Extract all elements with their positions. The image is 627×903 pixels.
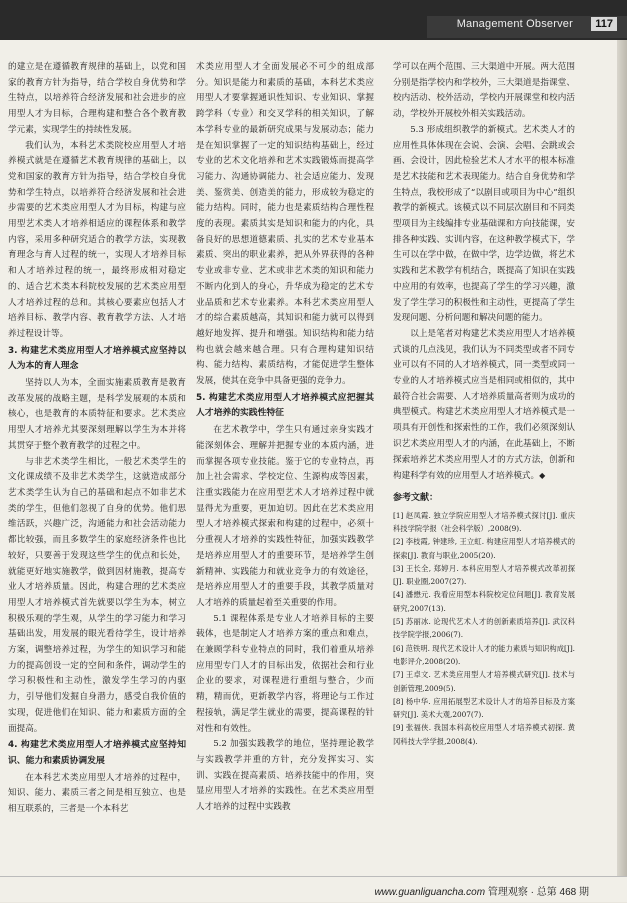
end-mark-icon: ◆ (539, 471, 546, 481)
references-list (393, 509, 575, 748)
references-title: 参考文献： (393, 492, 439, 503)
column-right (393, 60, 575, 860)
footer-issue: 管理观察 · 总第 468 期 (487, 887, 589, 898)
section-heading: 4. 构建艺术类应用型人才培养模式应坚持知识、能力和素质协调发展 (8, 740, 186, 766)
paragraph: 的建立是在遵循教育规律的基础上，以党和国家的教育方针为指导，结合学校自身优势和学生特点，以培养符合经济发展和社会进步的应用型人才为目标，合理构建和整合各个教育教学元素，实现学生的持续性发展。 (8, 62, 186, 135)
column-left (8, 60, 186, 860)
page-number: 117 (591, 17, 617, 31)
paragraph: 术类应用型人才全面发展必不可少的组成部分。知识是能力和素质的基础，本科艺术类应用型人才要掌握通识性知识、专业知识、掌握跨学科（专业）和交叉学科的相关知识，了解本学科专业的最新研究成果与发展动态；能力是在知识掌握了一定的知识结构基础上，经过专业的艺术文化培养和艺术实践锻炼而提高学习能力、沟通协调能力、社会适应能力、发现美、鉴赏美、创造美的能力，形成较为稳定的能力结构。同时，能力也是素质结构合理性程度的表现。素质其实是知识和能力的内化，具备良好的思想道德素质、扎实的艺术专业基本素质、突出的职业素养，把从外界获得的各种专业或非专业、艺术或非艺术类的知识和能力不断内化到人的身心，升华成为稳定的艺术专业品质和艺术专业素养。本科艺术类应用型人才的综合素质越高，其知识和能力就可以得到越好地发挥、提升和增强。知识结构和能力结构也就会越来越合理。只有合理构建知识结构、能力结构、素质结构，才能促进学生整体发展，使其在竞争中具备更强的竞争力。 (196, 62, 374, 387)
reference-item: [3] 王长全, 郑婷月. 本科应用型人才培养模式改革初探[J]. 职业圈,2007(27). (393, 563, 575, 587)
paragraph: 我们认为，本科艺术类院校应用型人才培养模式就是在遵循艺术教育规律的基础上，以党和国家的教育方针为指导，结合学校自身优势和学生特点，以培养符合经济发展和社会进步需要的艺术类应用型人才为目标，构建与应用型艺术类人才培养相适应的课程体系和教学内容，采用多种研究适合的教学方法，实现教育理念与育人过程的统一，实现人才培养目标和人才培养过程的统一，最终形成相对稳定的、适合艺术类本科院校发展的艺术类应用型人才培养过程的总和。其核心要素应包括人才培养目标、教学内容、教育教学方法、人才培养过程设计等。 (8, 140, 186, 339)
paragraph: 5.1 课程体系是专业人才培养目标的主要载体，也是制定人才培养方案的重点和难点，在兼顾学科专业特点的同时，我们着重从培养应用型专门人才的目标出发，依据社会和行业企业的要求，对课程进行重组与整合，少而精，精而优，更新教学内容，将理论与工作过程接轨，满足学生就业的需要，提高课程的针对性和有效性。 (196, 613, 374, 734)
paragraph: 与非艺术类学生相比，一般艺术类学生的文化课成绩不及非艺术类学生，这就造成部分艺术类学生认为自己的基础和起点不如非艺术类的学生，但他们忽视了自身的优势。他们思维活跃，兴趣广泛，沟通能力和社会活动能力都比较强，而且多数学生的家庭经济条件也比较好，只要善于发现这些学生的优点和长处，就能更好地实施教学，做到因材施教，提高专业人才培养质量。因此，构建合理的艺术类应用型人才培养模式首先就要以学生为本，树立积极乐观的学生观，从学生的学习能力和学习基础出发，用发展的眼光看待学生，设计培养方案，调整培养过程，为学生的知识学习和能力的提高创设一定的空间和条件，调动学生的学习积极性和主动性，激发学生学习的内驱力，引导他们发掘自身潜力，感受自我价值的实现，促进他们在知识、能力和素质方面的全面提高。 (8, 456, 186, 734)
footer-site: www.guanliguancha.com (374, 887, 486, 898)
section-heading: 3. 构建艺术类应用型人才培养模式应坚持以人为本的育人理念 (8, 345, 186, 372)
reference-item: [4] 潘懋元. 我看应用型本科院校定位问题[J]. 教育发展研究,2007(13). (393, 590, 575, 613)
reference-item: [9] 张福侠. 我国本科高校应用型人才培养模式初探. 黄冈科技大学学报,2008(4). (393, 723, 575, 746)
column-middle (196, 60, 374, 860)
reference-item: [8] 杨中华. 应用拓展型艺术设计人才的培养目标及方案研究[J]. 美术大观,2007(7). (393, 696, 575, 720)
page-header (0, 0, 627, 40)
section-heading: 5. 构建艺术类应用型人才培养模式应把握其人才培养的实践性特征 (196, 392, 374, 419)
reference-item: [6] 范铁明. 现代艺术设计人才的能力素质与知识构成[J]. 电影评介,2008(20). (393, 643, 575, 666)
paragraph: 在艺术教学中，学生只有通过亲身实践才能深刻体会、理解并把握专业的本质内涵，进而掌握各项专业技能。鉴于它的专业特点，再加上社会需求、学校定位、生源构成等因素，注重实践能力在应用型艺术人才培养过程中就显得尤为重要，更加迫切。因此在艺术类应用型人才培养模式探索和构建的过程中，必须十分重视人才培养的实践性特征，加强实践教学是培养应用型人才的重要环节，是培养学生创新精神、实践能力和就业竞争力的有效途径，是培养应用型人才的重要手段，其教学质量对人才培养的质量起着至关重要的作用。 (196, 425, 374, 608)
conclusion-text: 以上是笔者对构建艺术类应用型人才培养模式谈的几点浅见，我们认为不同类型或者不同专业可以有不同的人才培养模式，同一类型或同一专业的人才培养模式应当是相同或相似的，其中最符合社会需要、人才培养质量高者则为成功的典型模式。构建艺术类应用型人才培养模式是一项具有开创性和探索性的工作，我们必须深刻认识艺术类应用型人才的内涵，在此基础上，不断探索培养艺术类应用型人才的方式方法，创新和构建科学有效的应用型人才培养模式。 (393, 328, 575, 482)
reference-item: [2] 李枝霞, 钟建珍, 王立虹. 构建应用型人才培养模式的探索[J]. 教育与职业,2005(20). (393, 537, 575, 560)
footer-text (374, 883, 589, 898)
page-spine-shadow (617, 40, 627, 876)
paragraph: 在本科艺术类应用型人才培养的过程中，知识、能力、素质三者之间是相互独立、也是相互联系的，三者是一个本科艺 (8, 772, 186, 815)
paragraph: 学可以在两个范围、三大渠道中开展。两大范围分别是指学校内和学校外，三大渠道是指课堂、校内活动、校外活动，学校内开展课堂和校内活动，学校外开展校外相关实践活动。 (393, 62, 575, 120)
reference-item: [7] 王卓文. 艺术类应用型人才培养模式研究[J]. 技术与创新管理,2009(5). (393, 670, 575, 693)
paragraph: 坚持以人为本，全面实施素质教育是教育改革发展的战略主题，是科学发展观的本质和核心，也是教育的本质特征和要求。艺术类应用型人才培养尤其要深刻理解以学生为本并将其贯穿于整个教育教学的过程之中。 (8, 378, 186, 451)
reference-item: [1] 赵凤霞. 独立学院应用型人才培养模式探讨[J]. 重庆科技学院学报（社会科学版）,2008(9). (393, 510, 575, 533)
article-body (0, 60, 627, 860)
paragraph: 5.2 加强实践教学的地位，坚持理论教学与实践教学并重的方针，充分发挥实习、实训、实践在提高素质、培养技能中的作用，突显应用型人才培养的实践性。在艺术类应用型人才培养的过程中实践教 (196, 739, 374, 813)
page-footer (0, 876, 627, 903)
journal-name: Management Observer (456, 18, 573, 30)
reference-item: [5] 苏丽冰. 论现代艺术人才的创新素质培养[J]. 武汉科技学院学报,2006(7). (393, 617, 575, 640)
paragraph: 5.3 形成组织教学的新模式。艺术类人才的应用性具体体现在会说、会演、会唱、会跳或会画、会设计，因此检验艺术人才水平的根本标准是艺术技能和艺术表现能力。结合自身优势和学生特点，我校形成了“以剧目或项目为中心”组织教学的新模式。该模式以不同层次剧目和不同类型项目为主线编排专业基础课和方向技能课，安排各种实践、实训内容，在这种教学模式下，学生可以在学中做，在做中学，边学边做，将艺术实践和艺术教学有机结合，既提高了知识在实践中应用的有效率，也提高了学生的学习兴趣，激发了学生学习的积极性和主动性，更提高了学生发现问题、分析问题和解决问题的能力。 (393, 124, 575, 324)
paragraph (393, 327, 575, 485)
